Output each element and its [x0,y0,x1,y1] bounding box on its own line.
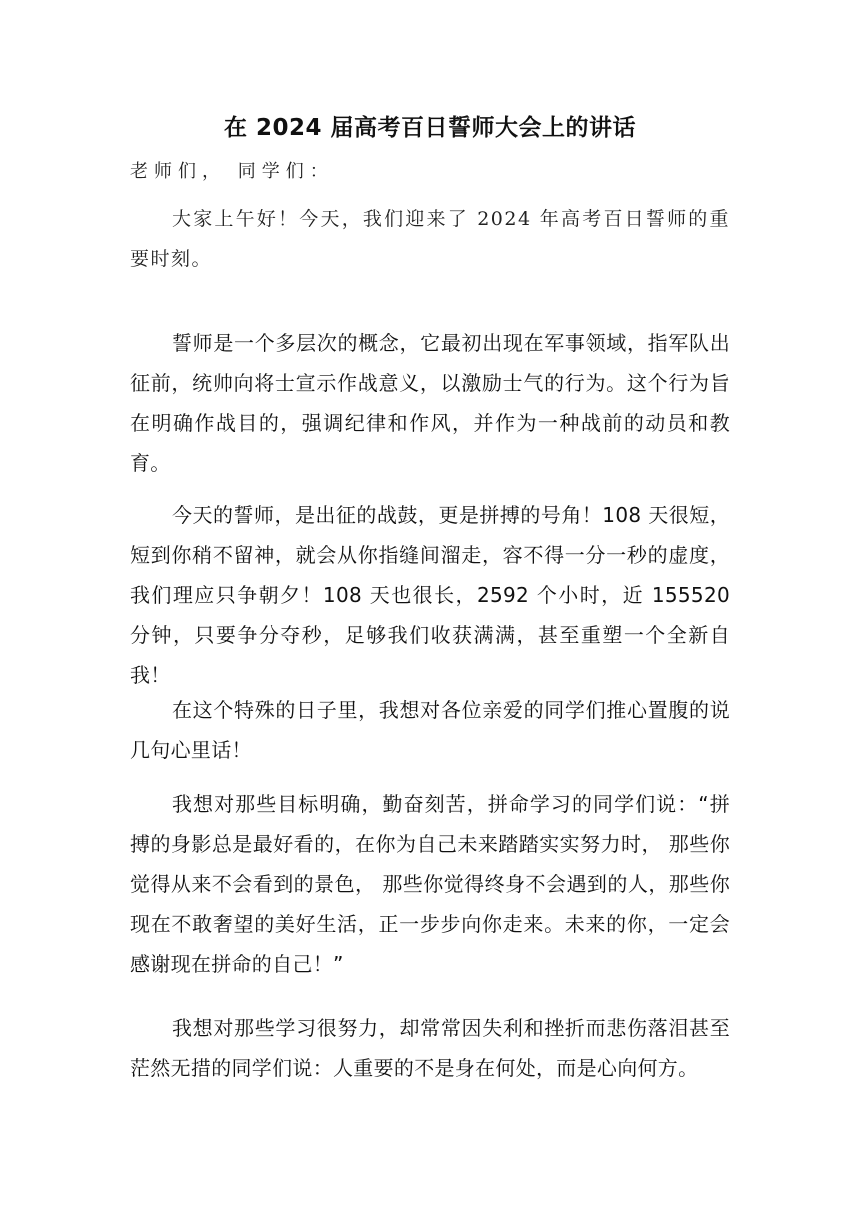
paragraph-opening: 大家上午好！今天，我们迎来了 2024 年高考百日誓师的重要时刻。 [130,208,730,270]
paragraph-hardworking-students: 我想对那些目标明确，勤奋刻苦，拼命学习的同学们说：“拼搏的身影总是最好看的，在你为自己未来踏踏实实努力时， 那些你觉得从来不会看到的景色， 那些你觉得终身不会遇到的人，那些你现在不敢奢望的美好生活，正一步步向你走来。未来的你，一定会感谢现在拼命的自己！” [130,792,730,976]
paragraph-108-days: 今天的誓师，是出征的战鼓，更是拼搏的号角！108 天很短，短到你稍不留神，就会从你指缝间溜走，容不得一分一秒的虚度，我们理应只争朝夕！108 天也很长，2592 个小时，近 155520 分钟，只要争分夺秒，足够我们收获满满，甚至重塑一个全新自我！ [130,503,730,687]
paragraph-heart-words: 在这个特殊的日子里，我想对各位亲爱的同学们推心置腹的说几句心里话！ [130,698,730,762]
paragraph-struggling-students: 我想对那些学习很努力，却常常因失利和挫折而悲伤落泪甚至茫然无措的同学们说：人重要的不是身在何处，而是心向何方。 [130,1016,730,1080]
document-title: 在 2024 届高考百日誓师大会上的讲话 [223,115,637,141]
paragraph-definition: 誓师是一个多层次的概念，它最初出现在军事领域，指军队出征前，统帅向将士宣示作战意义，以激励士气的行为。这个行为旨在明确作战目的，强调纪律和作风，并作为一种战前的动员和教育。 [130,331,730,475]
greeting-line: 老师们， 同学们： [130,161,334,182]
